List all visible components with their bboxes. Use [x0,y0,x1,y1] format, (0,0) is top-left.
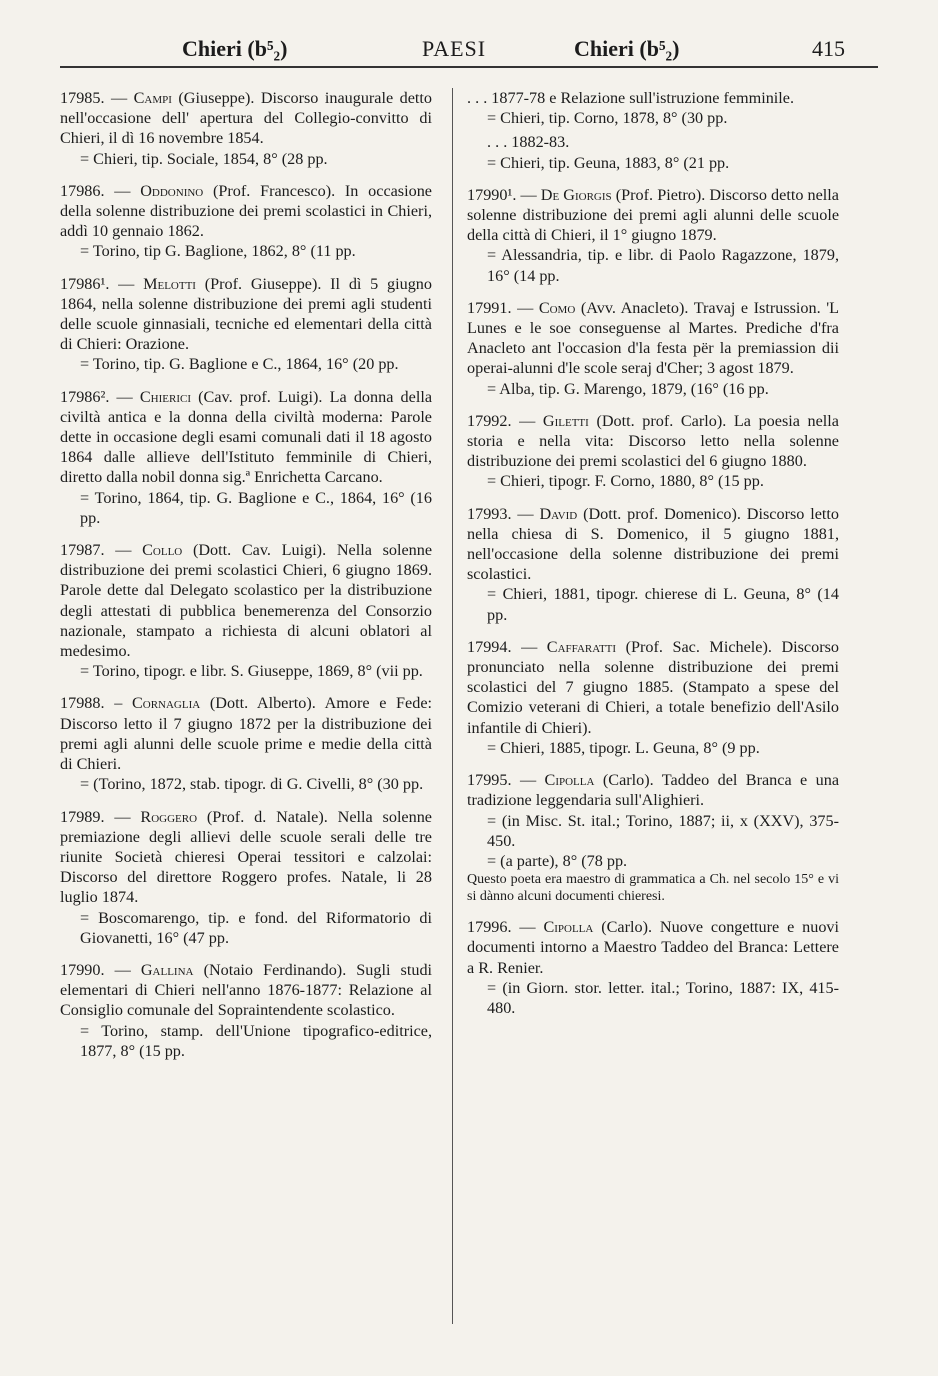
entry-publication: = Chieri, 1885, tipogr. L. Geuna, 8° (9 pp. [487,738,760,757]
entry-publication: = Chieri, tip. Sociale, 1854, 8° (28 pp. [80,149,328,168]
entry-text: (Dott. Alberto). Amore e Fede: Discorso letto il 7 giugno 1872 per la distribuzione dei premi agli alunni delle scuole prime e medie della città di Chieri. [60,694,433,774]
entry-17986 [60,181,432,262]
entry-17990-1 [467,185,839,286]
entry-publication: = Chieri, 1881, tipogr. chierese di L. Geuna, 8° (14 pp. [487,585,839,624]
entry-text: (Prof. Francesco). In occasione della solenne distribuzione dei premi scolastici in Chieri, addì 10 gennaio 1862. [60,181,432,241]
entry-number: 17986². [60,387,110,406]
entry-text: (Giuseppe). Discorso inaugurale detto nell'occasione dell' apertura del Collegio-convitto di Chieri, il dì 16 novembre 1854. [60,89,433,148]
entry-author: — Chierici [116,387,191,406]
entry-author: — David [517,504,578,523]
entry-note: Questo poeta era maestro di grammatica a Ch. nel secolo 15° e vi si dànno alcuni documenti chieresi. [467,872,839,905]
entry-author: — Giletti [519,411,589,430]
entry-text: (Prof. Giuseppe). Il dì 5 giugno 1864, nella solenne distribuzione dei premi agli studenti delle scuole ginnasiali, tecniche ed elementari della città di Chieri: Orazione. [60,274,432,354]
entry-author: — Roggero [114,807,198,826]
entry-text: (Prof. Sac. Michele). Discorso pronunciato nella solenne distribuzione dei premi scolastici del 7 giugno 1885. (Stampato a spese del Comizio veterani di Chieri, a totale benefizio dell'Asilo infantile di Chieri). [467,637,839,737]
entry-publication: = Torino, tip G. Baglione, 1862, 8° (11 pp. [80,242,356,261]
column-divider [452,88,453,1324]
right-column [467,88,839,1030]
entry-number: 17986. [60,181,105,200]
entry-17993 [467,504,839,625]
entry-publication: = Chieri, tip. Corno, 1878, 8° (30 pp. [487,109,728,128]
entry-text: (Dott. Cav. Luigi). Nella solenne distribuzione dei premi scolastici Chieri, 6 giugno 1869. Parole dette dal Delegato scolastico per la distribuzione degli attestati di pubblica benemerenza del Consorzio nazionale, stampato a richiesta di alcuni oblatori al medesimo. [60,541,433,661]
entry-17988 [60,693,432,794]
entry-continuation-1882 [467,132,839,172]
entry-continuation-text: . . . 1877-78 e Relazione sull'istruzione femminile. [467,89,795,107]
entry-number: 17996. [467,918,512,937]
page-number: 415 [812,36,845,61]
entry-number: 17990. [60,960,105,979]
entry-text: (Carlo). Taddeo del Branca e una tradizione leggendaria sull'Alighieri. [467,771,840,810]
entry-publication: = Torino, tipogr. e libr. S. Giuseppe, 1869, 8° (vii pp. [80,662,423,681]
entry-number: 17989. [60,807,105,826]
header-section-title: PAESI [422,36,487,61]
entry-author: — Collo [115,541,183,560]
entry-publication: = (in Misc. St. ital.; Torino, 1887; ii, x (XXV), 375-450. [487,811,839,850]
entry-publication: = Alessandria, tip. e libr. di Paolo Ragazzone, 1879, 16° (14 pp. [487,246,839,285]
entry-17985 [60,88,432,169]
running-header [60,36,860,70]
entry-number: 17987. [60,541,105,560]
entry-17996 [467,917,839,1018]
header-left-title: Chieri (b⁵₂) [182,36,288,61]
entry-continuation-1877 [467,88,839,128]
entry-17992 [467,411,839,492]
entry-publication: = Chieri, tipogr. F. Corno, 1880, 8° (15 pp. [487,472,764,491]
entry-number: 17990¹. [467,185,517,204]
entry-text: (Carlo). Nuove congetture e nuovi documenti intorno a Maestro Taddeo del Branca: Lettere a R. Renier. [467,918,840,977]
entry-author: — Oddonino [114,181,204,200]
entry-author: — Gallina [114,960,194,979]
left-column [60,88,432,1073]
entry-publication: = Chieri, tip. Geuna, 1883, 8° (21 pp. [487,153,730,172]
entry-author: — Campi [110,89,172,107]
entry-number: 17995. [467,771,512,790]
entry-text: (Dott. prof. Domenico). Discorso letto nella chiesa di S. Domenico, il 5 giugno 1881, nell'occasione della solenne distribuzione dei premi scolastici. [467,504,839,584]
header-right-title: Chieri (b⁵₂) [574,36,680,61]
entry-17986-2 [60,387,432,528]
entry-publication-separate: = (a parte), 8° (78 pp. [487,851,628,870]
entry-text: (Dott. prof. Carlo). La poesia nella storia e nella vita: Discorso letto nella solenne distribuzione dei premi scolastici del 6 giugno 1880. [467,411,839,471]
entry-number: 17991. [467,298,512,317]
entry-text: (Prof. d. Natale). Nella solenne premiazione degli allievi delle scuole serali delle tre riunite Società chieresi Operai tessitori e calzolai: Discorso del direttore Roggero profes. Natale, li 28 luglio 1874. [60,807,432,907]
entry-number: 17985. [60,89,105,107]
entry-17990 [60,960,432,1061]
entry-publication: = Torino, 1864, tip. G. Baglione e C., 1864, 16° (16 pp. [80,488,432,527]
entry-number: 17993. [467,504,512,523]
entry-text: (Notaio Ferdinando). Sugli studi elementari di Chieri nell'anno 1876-1877: Relazione al Consiglio comunale del Sopraintendente scolastico. [60,960,433,1020]
entry-17995 [467,770,839,905]
entry-number: 17994. [467,637,512,656]
header-rule [60,66,878,68]
entry-author: – Cornaglia [114,694,201,713]
entry-17986-1 [60,274,432,375]
entry-publication: = Alba, tip. G. Marengo, 1879, (16° (16 pp. [487,379,769,398]
entry-publication: = Torino, tip. G. Baglione e C., 1864, 16° (20 pp. [80,355,399,374]
entry-author: — Cipolla [519,771,595,790]
entry-author: — Melotti [118,274,196,293]
entry-17991 [467,298,839,399]
entry-number: 17988. [60,694,105,713]
entry-number: 17986¹. [60,274,110,293]
entry-17994 [467,637,839,758]
entry-author: — Como [517,298,576,317]
entry-publication: = (in Giorn. stor. letter. ital.; Torino, 1887: IX, 415-480. [487,978,839,1017]
entry-publication: = Boscomarengo, tip. e fond. del Riformatorio di Giovanetti, 16° (47 pp. [80,908,432,947]
entry-author: — De Giorgis [520,185,612,204]
entry-author: — Caffaratti [521,637,617,656]
entry-text: (Prof. Pietro). Discorso detto nella solenne distribuzione dei premi agli alunni delle scuole della città di Chieri, il 1° giugno 1879. [467,185,839,245]
entry-number: 17992. [467,411,512,430]
entry-publication: = (Torino, 1872, stab. tipogr. di G. Civelli, 8° (30 pp. [80,775,424,794]
entry-publication: = Torino, stamp. dell'Unione tipografico-editrice, 1877, 8° (15 pp. [80,1021,432,1060]
entry-17987 [60,540,432,681]
entry-continuation-text: . . . 1882-83. [487,133,570,152]
entry-text: (Avv. Anacleto). Travaj e Istrussion. 'L Lunes e le soe conseguense al Martes. Prediche d'fra Anacleto ant l'occasion d'la festa për la premiassion dii operai-alunni d'le scole seraj d'Cher; 3 agost 1879. [467,298,840,378]
entry-17989 [60,807,432,948]
entry-text: (Cav. prof. Luigi). La donna della civiltà antica e la donna della civiltà moderna: Parole dette in occasione degli esami comunali dati il 18 agosto 1864 dalle allieve dell'Istituto femminile di Chieri, diretto dalla nobil donna sig.ª Enrichetta Carcano. [60,387,433,487]
entry-author: — Cipolla [519,918,594,937]
